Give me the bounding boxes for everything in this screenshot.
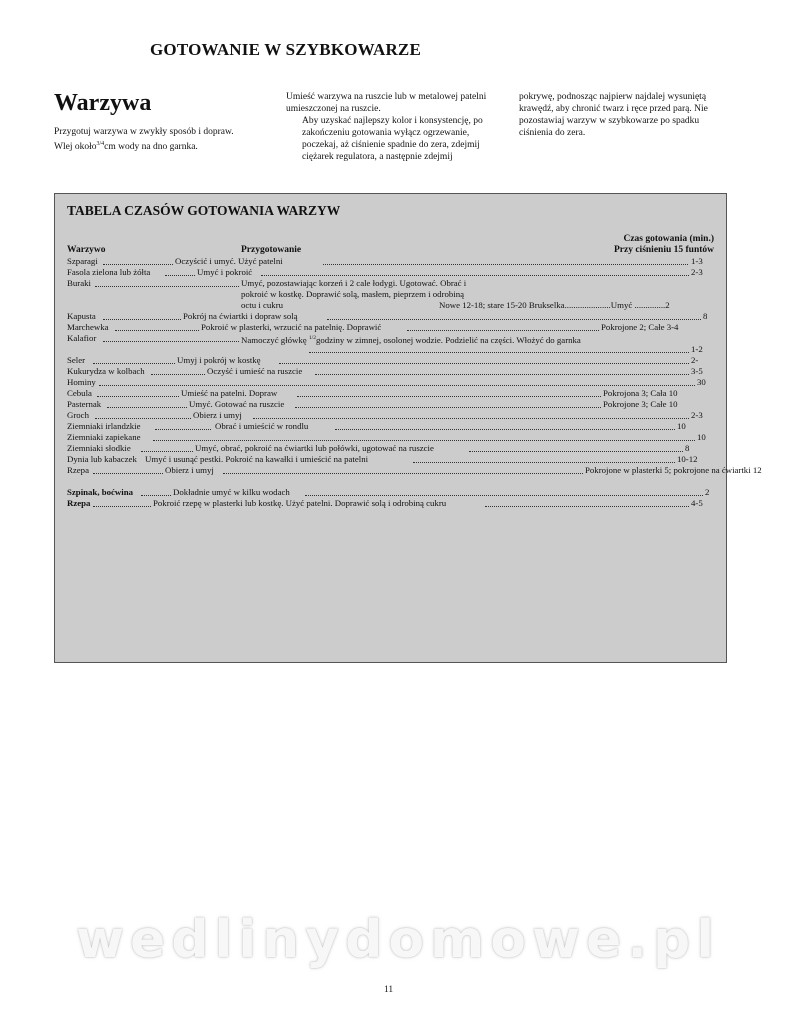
- row-preparation: Obierz i umyj: [165, 465, 214, 475]
- row-preparation: Umyj i pokrój w kostkę: [177, 355, 261, 365]
- row-time: 10: [677, 421, 686, 431]
- leader-dots: [151, 366, 205, 375]
- leader-dots: [335, 421, 675, 430]
- intro-line-2-start: Wlej około: [54, 142, 97, 153]
- column-3-text: pokrywę, podnosząc najpierw najdalej wysuniętą krawędź, aby chronić twarz i ręce przed parą. Nie pozostawiaj warzyw w szybkowarze po spadku ciśnienia do zera.: [519, 92, 708, 138]
- row-preparation: Umyć, pozostawiając korzeń i 2 cale łodygi. Ugotować. Obrać i pokroić w kostkę. Doprawić solą, masłem, pieprzem i odrobiną octu i cukru: [241, 278, 467, 310]
- table-row: [67, 256, 767, 267]
- leader-dots: [155, 421, 211, 430]
- table-row: [67, 388, 767, 399]
- leader-dots: [305, 487, 703, 496]
- leader-dots: [95, 278, 239, 287]
- leader-dots: [97, 388, 179, 397]
- table-row: [67, 278, 767, 311]
- leader-dots: [153, 432, 695, 441]
- row-time: Pokrojone 3; Całe 10: [603, 399, 678, 409]
- table-row: [67, 399, 767, 410]
- prep-fraction: 1/2: [308, 335, 316, 341]
- row-vegetable: Groch: [67, 410, 89, 420]
- row-vegetable: Pasternak: [67, 399, 102, 409]
- row-time: 4-5: [691, 498, 703, 508]
- row-time: 8: [685, 443, 690, 453]
- row-vegetable: Rzepa: [67, 498, 91, 508]
- table-rows: [67, 256, 767, 509]
- row-preparation: Pokrój na ćwiartki i dopraw solą: [183, 311, 298, 321]
- table-row: [67, 267, 767, 278]
- row-time: 2-: [691, 355, 699, 365]
- column-2-text: [286, 91, 501, 163]
- leader-dots: [413, 454, 675, 463]
- row-vegetable: Szparagi: [67, 256, 98, 266]
- table-row: [67, 410, 767, 421]
- row-vegetable: Fasola zielona lub żółta: [67, 267, 151, 277]
- pressure-column-header: Przy ciśnieniu 15 funtów: [613, 245, 714, 255]
- row-vegetable: Marchewka: [67, 322, 109, 332]
- page-number: 11: [384, 985, 394, 995]
- leader-dots: [407, 322, 599, 331]
- leader-dots: [253, 410, 689, 419]
- row-vegetable: Kapusta: [67, 311, 96, 321]
- row-vegetable: Kalafior: [67, 333, 97, 343]
- row-vegetable: Rzepa: [67, 465, 89, 475]
- row-preparation: Umyć. Gotować na ruszcie: [189, 399, 285, 409]
- leader-dots: [107, 399, 187, 408]
- table-row: [67, 487, 767, 498]
- row-time: 10: [697, 432, 706, 442]
- row-time: 3-5: [691, 366, 703, 376]
- row-time: Pokrojone w plasterki 5; pokrojone na ćwiartki 12: [585, 465, 762, 475]
- leader-dots: [141, 487, 171, 496]
- row-vegetable: Hominy: [67, 377, 96, 387]
- table-row: [67, 432, 767, 443]
- row-time: 2: [705, 487, 710, 497]
- leader-dots: [261, 267, 689, 276]
- leader-dots: [309, 344, 689, 353]
- leader-dots: [165, 267, 195, 276]
- table-row: [67, 311, 767, 322]
- row-preparation: Oczyść i umieść na ruszcie: [207, 366, 303, 376]
- leader-dots: [469, 443, 683, 452]
- row-time: Pokrojona 3; Cała 10: [603, 388, 678, 398]
- row-vegetable: Buraki: [67, 278, 91, 288]
- leader-dots: [295, 399, 601, 408]
- table-row: [67, 498, 767, 509]
- leader-dots: [485, 498, 689, 507]
- row-vegetable: Szpinak, boćwina: [67, 487, 133, 497]
- column-2-paragraph-1: Umieść warzywa na ruszcie lub w metalowej patelni umieszczonej na ruszcie.: [286, 92, 487, 114]
- row-time: 1-2: [691, 344, 703, 354]
- row-time: 30: [697, 377, 706, 387]
- table-row: [67, 421, 767, 432]
- row-time: 8: [703, 311, 708, 321]
- intro-fraction: 3/4: [96, 141, 105, 147]
- table-row: [67, 366, 767, 377]
- prep-rest: godziny w zimnej, osolonej wodzie. Podzielić na części. Włożyć do garnka: [315, 334, 581, 345]
- row-preparation: Obrać i umieścić w rondlu: [215, 421, 309, 431]
- table-row: [67, 465, 767, 487]
- row-vegetable: Seler: [67, 355, 86, 365]
- row-time: 10-12: [677, 454, 698, 464]
- intro-line-2-end: cm wody na dno garnka.: [104, 142, 198, 153]
- leader-dots: [93, 355, 175, 364]
- watermark: wedlinydomowe.pl: [76, 910, 721, 970]
- table-row: [67, 355, 767, 366]
- row-preparation: Dokładnie umyć w kilku wodach: [173, 487, 290, 497]
- prep-start: Namoczyć główkę: [241, 334, 307, 345]
- intro-line-1: Przygotuj warzywa w zwykły sposób i dopraw.: [54, 127, 234, 137]
- row-preparation: Pokroić rzepę w plasterki lub kostkę. Użyć patelni. Doprawić solą i odrobiną cukru: [153, 498, 447, 508]
- page-title: GOTOWANIE W SZYBKOWARZE: [150, 40, 422, 59]
- leader-dots: [323, 256, 688, 265]
- leader-dots: [327, 311, 701, 320]
- row-time: 2-3: [691, 267, 703, 277]
- leader-dots: [99, 377, 695, 386]
- row-preparation: Oczyścić i umyć. Użyć patelni: [175, 256, 283, 266]
- row-preparation: Umieść na patelni. Dopraw: [181, 388, 278, 398]
- cooking-times-table: [54, 193, 762, 663]
- row-preparation: Obierz i umyj: [193, 410, 242, 420]
- table-row: [67, 443, 767, 454]
- row-preparation: Umyć, obrać, pokroić na ćwiartki lub połówki, ugotować na ruszcie: [195, 443, 434, 453]
- intro-line-2: [54, 138, 264, 153]
- leader-dots: [93, 498, 151, 507]
- leader-dots: [141, 443, 193, 452]
- time-header-line-1: Czas gotowania (min.): [623, 234, 714, 244]
- table-row: [67, 454, 767, 465]
- intro-paragraph: [54, 126, 264, 153]
- vegetable-column-header: Warzywo: [67, 245, 106, 255]
- row-time: Nowe 12-18; stare 15-20 Brukselka.....................Umyć ..............2: [439, 300, 670, 310]
- row-time: 1-3: [691, 256, 703, 266]
- leader-dots: [95, 410, 191, 419]
- row-vegetable: Cebula: [67, 388, 92, 398]
- table-row: [67, 377, 767, 388]
- section-heading: Warzywa: [54, 90, 152, 116]
- row-vegetable: Ziemniaki słodkie: [67, 443, 131, 453]
- time-column-header: [623, 234, 714, 245]
- leader-dots: [115, 322, 199, 331]
- leader-dots: [103, 333, 239, 342]
- row-vegetable: Ziemniaki zapiekane: [67, 432, 141, 442]
- table-title: TABELA CZASÓW GOTOWANIA WARZYW: [67, 203, 341, 218]
- table-row: [67, 322, 767, 333]
- row-vegetable: Kukurydza w kolbach: [67, 366, 145, 376]
- row-preparation: Umyć i pokroić: [197, 267, 253, 277]
- leader-dots: [297, 388, 601, 397]
- row-vegetable: Dynia lub kabaczek: [67, 454, 137, 464]
- column-2-paragraph-2: Aby uzyskać najlepszy kolor i konsystencję, po zakończeniu gotowania wyłącz ogrzewanie, poczekaj, aż ciśnienie spadnie do zera, zdejmij ciężarek regulatora, a następnie zdejmij: [302, 116, 483, 162]
- row-preparation: Pokroić w plasterki, wrzucić na patelnię. Doprawić: [201, 322, 382, 332]
- leader-dots: [103, 311, 181, 320]
- leader-dots: [315, 366, 689, 375]
- preparation-column-header: Przygotowanie: [241, 245, 302, 255]
- row-time: Pokrojone 2; Całe 3-4: [601, 322, 679, 332]
- row-preparation: Umyć i usunąć pestki. Pokroić na kawałki i umieścić na patelni: [145, 454, 369, 464]
- row-time: 2-3: [691, 410, 703, 420]
- leader-dots: [103, 256, 173, 265]
- table-row: [67, 333, 767, 355]
- row-vegetable: Ziemniaki irlandzkie: [67, 421, 141, 431]
- leader-dots: [279, 355, 689, 364]
